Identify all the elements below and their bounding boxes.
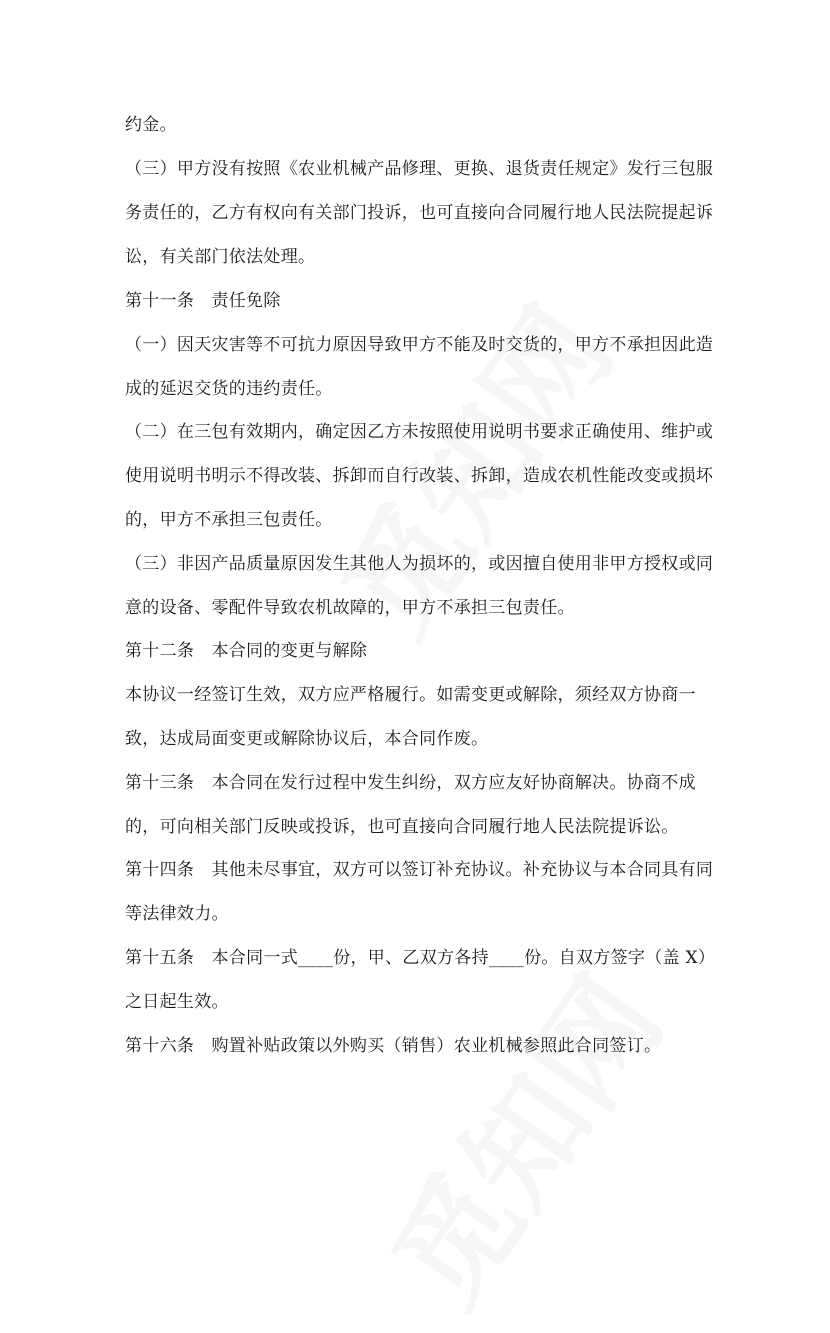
paragraph-line: 成的延迟交货的违约责任。 bbox=[125, 379, 333, 399]
paragraph-line: （一）因天灾害等不可抗力原因导致甲方不能及时交货的，甲方不承担因此造 bbox=[125, 335, 714, 355]
paragraph-line: （三）非因产品质量原因发生其他人为损坏的，或因擅自使用非甲方授权或同 bbox=[125, 554, 714, 574]
paragraph-line: 的，可向相关部门反映或投诉，也可直接向合同履行地人民法院提诉讼。 bbox=[125, 817, 679, 837]
paragraph-line: （三）甲方没有按照《农业机械产品修理、更换、退货责任规定》发行三包服 bbox=[125, 159, 714, 179]
paragraph-line: 务责任的，乙方有权向有关部门投诉，也可直接向合同履行地人民法院提起诉 bbox=[125, 203, 714, 223]
paragraph-line: 使用说明书明示不得改装、拆卸而自行改装、拆卸，造成农机性能改变或损坏 bbox=[125, 466, 714, 486]
section-heading: 第十一条 责任免除 bbox=[125, 291, 281, 311]
paragraph-line: 本协议一经签订生效，双方应严格履行。如需变更或解除，须经双方协商一 bbox=[125, 685, 696, 705]
section-heading: 第十二条 本合同的变更与解除 bbox=[125, 641, 368, 661]
paragraph-line: 第十六条 购置补贴政策以外购买（销售）农业机械参照此合同签订。 bbox=[125, 1036, 662, 1056]
watermark-logo bbox=[346, 939, 693, 1333]
paragraph-line: 第十五条 本合同一式____份，甲、乙双方各持____份。自双方签字（盖 X） bbox=[125, 948, 716, 968]
paragraph-line: （二）在三包有效期内，确定因乙方未按照使用说明书要求正确使用、维护或 bbox=[125, 422, 714, 442]
paragraph-line: 等法律效力。 bbox=[125, 904, 229, 924]
paragraph-line: 第十三条 本合同在发行过程中发生纠纷，双方应友好协商解决。协商不成 bbox=[125, 773, 696, 793]
paragraph-line: 致，达成局面变更或解除协议后，本合同作废。 bbox=[125, 729, 489, 749]
paragraph-line: 意的设备、零配件导致农机故障的，甲方不承担三包责任。 bbox=[125, 598, 575, 618]
paragraph-line: 讼，有关部门依法处理。 bbox=[125, 247, 316, 267]
paragraph-line: 约金。 bbox=[125, 115, 177, 135]
paragraph-line: 第十四条 其他未尽事宜，双方可以签订补充协议。补充协议与本合同具有同 bbox=[125, 860, 714, 880]
paragraph-line: 之日起生效。 bbox=[125, 992, 229, 1012]
paragraph-line: 的，甲方不承担三包责任。 bbox=[125, 510, 333, 530]
